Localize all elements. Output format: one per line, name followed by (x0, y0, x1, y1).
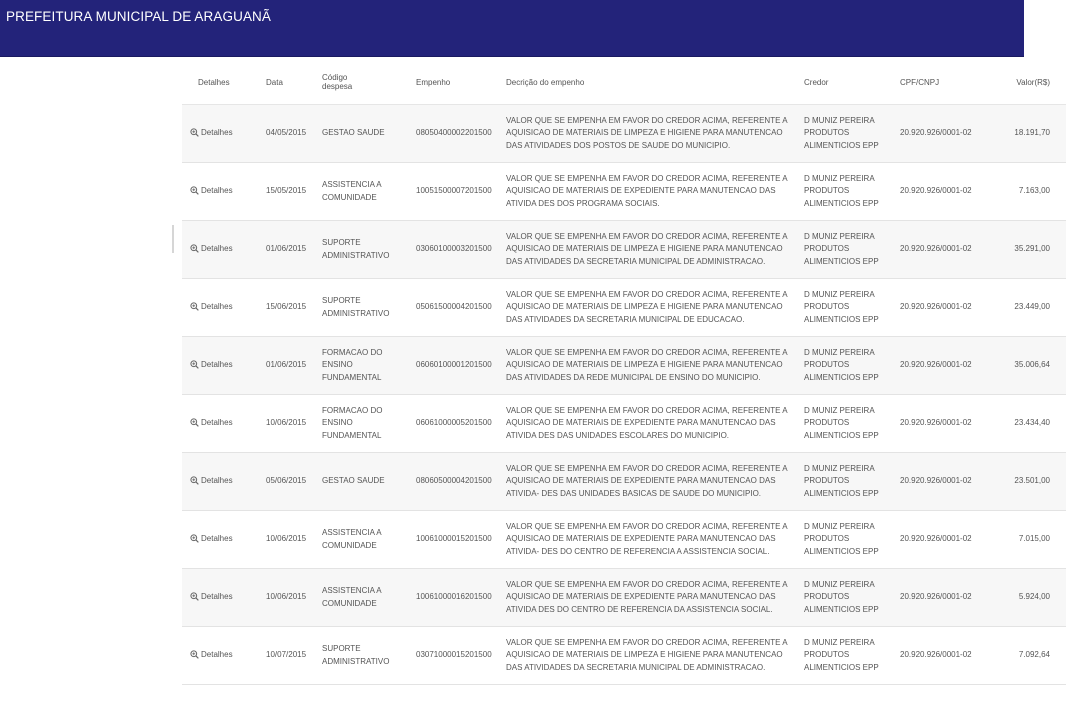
credor-text: D MUNIZ PEREIRA PRODUTOS ALIMENTICIOS EPP (804, 405, 879, 440)
cell-valor: 7.163,00 (998, 163, 1066, 221)
cell-empenho: 10061000016201500 (416, 569, 506, 627)
cell-valor: 35.291,00 (998, 221, 1066, 279)
col-header-empenho[interactable]: Empenho (416, 60, 506, 105)
cell-cpf (900, 279, 998, 337)
cell-cpf (900, 105, 998, 163)
detalhes-link[interactable] (190, 476, 233, 485)
cpf-text: 20.920.926/0001-02 (900, 302, 972, 312)
cell-credor (804, 511, 900, 569)
detalhes-label: Detalhes (201, 650, 233, 660)
codigo-text: ASSISTENCIA A COMUNIDADE (322, 180, 382, 202)
cpf-text: 20.920.926/0001-02 (900, 360, 972, 370)
cell-empenho: 10061000015201500 (416, 511, 506, 569)
detalhes-label: Detalhes (201, 476, 233, 486)
zoom-in-icon (190, 476, 199, 485)
codigo-text: FORMACAO DO ENSINO FUNDAMENTAL (322, 405, 383, 440)
cell-descricao: VALOR QUE SE EMPENHA EM FAVOR DO CREDOR ACIMA, REFERENTE A AQUISICAO DE MATERIAIS DE LIMPEZA E HIGIENE PARA MANUTENCAO DAS ATIVIDADES DOS POSTOS DE SAUDE DO MUNICIPIO. (506, 105, 804, 163)
detalhes-link[interactable] (190, 534, 233, 543)
detalhes-link[interactable] (190, 418, 233, 427)
cell-valor: 23.501,00 (998, 453, 1066, 511)
cell-cpf (900, 511, 998, 569)
col-header-credor[interactable]: Credor (804, 60, 900, 105)
cell-codigo (322, 279, 416, 337)
cell-empenho: 08050400002201500 (416, 105, 506, 163)
codigo-text: GESTAO SAUDE (322, 128, 385, 138)
cell-data: 04/05/2015 (266, 105, 322, 163)
credor-text: D MUNIZ PEREIRA PRODUTOS ALIMENTICIOS EPP (804, 637, 879, 672)
codigo-text: SUPORTE ADMINISTRATIVO (322, 238, 390, 260)
codigo-text: GESTAO SAUDE (322, 476, 385, 486)
cell-cpf (900, 627, 998, 685)
detalhes-label: Detalhes (201, 360, 233, 370)
cpf-text: 20.920.926/0001-02 (900, 476, 972, 486)
table-row (182, 221, 1066, 279)
cell-detalhes (182, 569, 266, 627)
detalhes-link[interactable] (190, 128, 233, 137)
cell-codigo (322, 395, 416, 453)
cell-data: 01/06/2015 (266, 337, 322, 395)
cell-data: 01/06/2015 (266, 221, 322, 279)
cell-detalhes (182, 163, 266, 221)
cell-detalhes (182, 453, 266, 511)
cell-detalhes (182, 279, 266, 337)
cpf-text: 20.920.926/0001-02 (900, 592, 972, 602)
empenhos-table (182, 60, 1066, 685)
table-row (182, 511, 1066, 569)
cell-data: 15/06/2015 (266, 279, 322, 337)
cell-credor (804, 105, 900, 163)
cell-detalhes (182, 221, 266, 279)
cell-valor: 7.092,64 (998, 627, 1066, 685)
credor-text: D MUNIZ PEREIRA PRODUTOS ALIMENTICIOS EPP (804, 463, 879, 498)
cell-descricao: VALOR QUE SE EMPENHA EM FAVOR DO CREDOR ACIMA, REFERENTE A AQUISICAO DE MATERIAIS DE EXPEDIENTE PARA MANUTENCAO DAS ATIVIDA- DES DO CENTRO DE REFERENCIA A ASSISTENCIA SOCIAL. (506, 511, 804, 569)
table-header-row (182, 60, 1066, 105)
cell-descricao: VALOR QUE SE EMPENHA EM FAVOR DO CREDOR ACIMA, REFERENTE A AQUISICAO DE MATERIAIS DE EXPEDIENTE PARA MANUTENCAO DAS ATIVIDA- DES DAS UNIDADES BASICAS DE SAUDE DO MUNICIPIO. (506, 453, 804, 511)
zoom-in-icon (190, 650, 199, 659)
cell-valor: 5.924,00 (998, 569, 1066, 627)
cell-valor: 18.191,70 (998, 105, 1066, 163)
cell-codigo (322, 627, 416, 685)
cell-descricao: VALOR QUE SE EMPENHA EM FAVOR DO CREDOR ACIMA, REFERENTE A AQUISICAO DE MATERIAIS DE LIMPEZA E HIGIENE PARA MANUTENCAO DAS ATIVIDADES DA SECRETARIA MUNICIPAL DE EDUCACAO. (506, 279, 804, 337)
zoom-in-icon (190, 302, 199, 311)
cell-codigo (322, 511, 416, 569)
cell-credor (804, 627, 900, 685)
detalhes-link[interactable] (190, 302, 233, 311)
credor-text: D MUNIZ PEREIRA PRODUTOS ALIMENTICIOS EPP (804, 115, 879, 150)
credor-text: D MUNIZ PEREIRA PRODUTOS ALIMENTICIOS EPP (804, 289, 879, 324)
cell-credor (804, 279, 900, 337)
cell-empenho: 08060500004201500 (416, 453, 506, 511)
cpf-text: 20.920.926/0001-02 (900, 128, 972, 138)
cell-cpf (900, 453, 998, 511)
col-header-codigo-label: Código despesa (322, 73, 353, 91)
cell-codigo (322, 453, 416, 511)
cell-descricao: VALOR QUE SE EMPENHA EM FAVOR DO CREDOR ACIMA, REFERENTE A AQUISICAO DE MATERIAIS DE EXPEDIENTE PARA MANUTENCAO DAS ATIVIDA DES DO CENTRO DE REFERENCIA DA ASSISTENCIA SOCIAL. (506, 569, 804, 627)
table-row (182, 453, 1066, 511)
zoom-in-icon (190, 244, 199, 253)
empenhos-table-container[interactable] (182, 60, 1050, 717)
cell-detalhes (182, 627, 266, 685)
col-header-cpf[interactable]: CPF/CNPJ (900, 60, 998, 105)
codigo-text: ASSISTENCIA A COMUNIDADE (322, 528, 382, 550)
zoom-in-icon (190, 534, 199, 543)
zoom-in-icon (190, 128, 199, 137)
zoom-in-icon (190, 418, 199, 427)
cell-descricao: VALOR QUE SE EMPENHA EM FAVOR DO CREDOR ACIMA, REFERENTE A AQUISICAO DE MATERIAIS DE EXPEDIENTE PARA MANUTENCAO DAS ATIVIDA DES DAS UNIDADES ESCOLARES DO MUNICIPIO. (506, 395, 804, 453)
codigo-text: SUPORTE ADMINISTRATIVO (322, 644, 390, 666)
cell-credor (804, 453, 900, 511)
cell-empenho: 03060100003201500 (416, 221, 506, 279)
app-title: PREFEITURA MUNICIPAL DE ARAGUANÃ (6, 9, 271, 24)
table-row (182, 337, 1066, 395)
codigo-text: FORMACAO DO ENSINO FUNDAMENTAL (322, 347, 383, 382)
cell-data: 10/06/2015 (266, 511, 322, 569)
left-panel (0, 57, 176, 717)
col-header-detalhes[interactable]: Detalhes (182, 60, 266, 105)
cell-descricao: VALOR QUE SE EMPENHA EM FAVOR DO CREDOR ACIMA, REFERENTE A AQUISICAO DE MATERIAIS DE LIMPEZA E HIGIENE PARA MANUTENCAO DAS ATIVIDADES DA SECRETARIA MUNICIPAL DE ADMINISTRACAO. (506, 221, 804, 279)
table-row (182, 163, 1066, 221)
cell-data: 05/06/2015 (266, 453, 322, 511)
cell-cpf (900, 395, 998, 453)
cell-cpf (900, 569, 998, 627)
cpf-text: 20.920.926/0001-02 (900, 534, 972, 544)
cell-detalhes (182, 511, 266, 569)
zoom-in-icon (190, 360, 199, 369)
cell-data: 10/06/2015 (266, 395, 322, 453)
cell-codigo (322, 337, 416, 395)
cell-empenho: 05061500004201500 (416, 279, 506, 337)
cell-codigo (322, 221, 416, 279)
zoom-in-icon (190, 592, 199, 601)
cell-descricao: VALOR QUE SE EMPENHA EM FAVOR DO CREDOR ACIMA, REFERENTE A AQUISICAO DE MATERIAIS DE LIMPEZA E HIGIENE PARA MANUTENCAO DAS ATIVIDADES DA SECRETARIA MUNICIPAL DE ADMINISTRACAO. (506, 627, 804, 685)
cell-detalhes (182, 105, 266, 163)
credor-text: D MUNIZ PEREIRA PRODUTOS ALIMENTICIOS EPP (804, 173, 879, 208)
detalhes-label: Detalhes (201, 302, 233, 312)
left-panel-scroll-handle[interactable] (172, 225, 174, 253)
table-row (182, 569, 1066, 627)
cell-empenho: 03071000015201500 (416, 627, 506, 685)
cell-codigo (322, 163, 416, 221)
detalhes-link[interactable] (190, 244, 233, 253)
cell-detalhes (182, 395, 266, 453)
cell-cpf (900, 337, 998, 395)
col-header-codigo[interactable] (322, 60, 416, 105)
credor-text: D MUNIZ PEREIRA PRODUTOS ALIMENTICIOS EPP (804, 231, 879, 266)
cell-credor (804, 163, 900, 221)
cell-empenho: 06060100001201500 (416, 337, 506, 395)
cell-credor (804, 395, 900, 453)
detalhes-link[interactable] (190, 186, 233, 195)
cell-credor (804, 569, 900, 627)
credor-text: D MUNIZ PEREIRA PRODUTOS ALIMENTICIOS EPP (804, 579, 879, 614)
detalhes-link[interactable] (190, 360, 233, 369)
cell-codigo (322, 569, 416, 627)
cpf-text: 20.920.926/0001-02 (900, 244, 972, 254)
codigo-text: SUPORTE ADMINISTRATIVO (322, 296, 390, 318)
codigo-text: ASSISTENCIA A COMUNIDADE (322, 586, 382, 608)
page-header (0, 0, 1024, 57)
detalhes-label: Detalhes (201, 128, 233, 138)
detalhes-label: Detalhes (201, 186, 233, 196)
cpf-text: 20.920.926/0001-02 (900, 186, 972, 196)
detalhes-link[interactable] (190, 592, 233, 601)
cell-data: 10/06/2015 (266, 569, 322, 627)
detalhes-label: Detalhes (201, 534, 233, 544)
table-row (182, 279, 1066, 337)
col-header-valor[interactable]: Valor(R$) (998, 60, 1066, 105)
cell-credor (804, 337, 900, 395)
cell-empenho: 10051500007201500 (416, 163, 506, 221)
detalhes-label: Detalhes (201, 418, 233, 428)
cell-cpf (900, 163, 998, 221)
col-header-data[interactable]: Data (266, 60, 322, 105)
zoom-in-icon (190, 186, 199, 195)
col-header-descricao[interactable]: Decrição do empenho (506, 60, 804, 105)
credor-text: D MUNIZ PEREIRA PRODUTOS ALIMENTICIOS EPP (804, 347, 879, 382)
cpf-text: 20.920.926/0001-02 (900, 650, 972, 660)
cell-valor: 23.434,40 (998, 395, 1066, 453)
table-row (182, 395, 1066, 453)
cpf-text: 20.920.926/0001-02 (900, 418, 972, 428)
cell-codigo (322, 105, 416, 163)
cell-cpf (900, 221, 998, 279)
detalhes-label: Detalhes (201, 592, 233, 602)
cell-descricao: VALOR QUE SE EMPENHA EM FAVOR DO CREDOR ACIMA, REFERENTE A AQUISICAO DE MATERIAIS DE EXPEDIENTE PARA MANUTENCAO DAS ATIVIDA DES DOS PROGRAMA SOCIAIS. (506, 163, 804, 221)
table-row (182, 105, 1066, 163)
cell-valor: 7.015,00 (998, 511, 1066, 569)
cell-data: 15/05/2015 (266, 163, 322, 221)
cell-detalhes (182, 337, 266, 395)
cell-valor: 23.449,00 (998, 279, 1066, 337)
detalhes-label: Detalhes (201, 244, 233, 254)
cell-empenho: 06061000005201500 (416, 395, 506, 453)
cell-credor (804, 221, 900, 279)
detalhes-link[interactable] (190, 650, 233, 659)
credor-text: D MUNIZ PEREIRA PRODUTOS ALIMENTICIOS EPP (804, 521, 879, 556)
cell-valor: 35.006,64 (998, 337, 1066, 395)
table-row (182, 627, 1066, 685)
cell-descricao: VALOR QUE SE EMPENHA EM FAVOR DO CREDOR ACIMA, REFERENTE A AQUISICAO DE MATERIAIS DE LIMPEZA E HIGIENE PARA MANUTENCAO DAS ATIVIDADES DA REDE MUNICIPAL DE ENSINO DO MUNICIPIO. (506, 337, 804, 395)
cell-data: 10/07/2015 (266, 627, 322, 685)
